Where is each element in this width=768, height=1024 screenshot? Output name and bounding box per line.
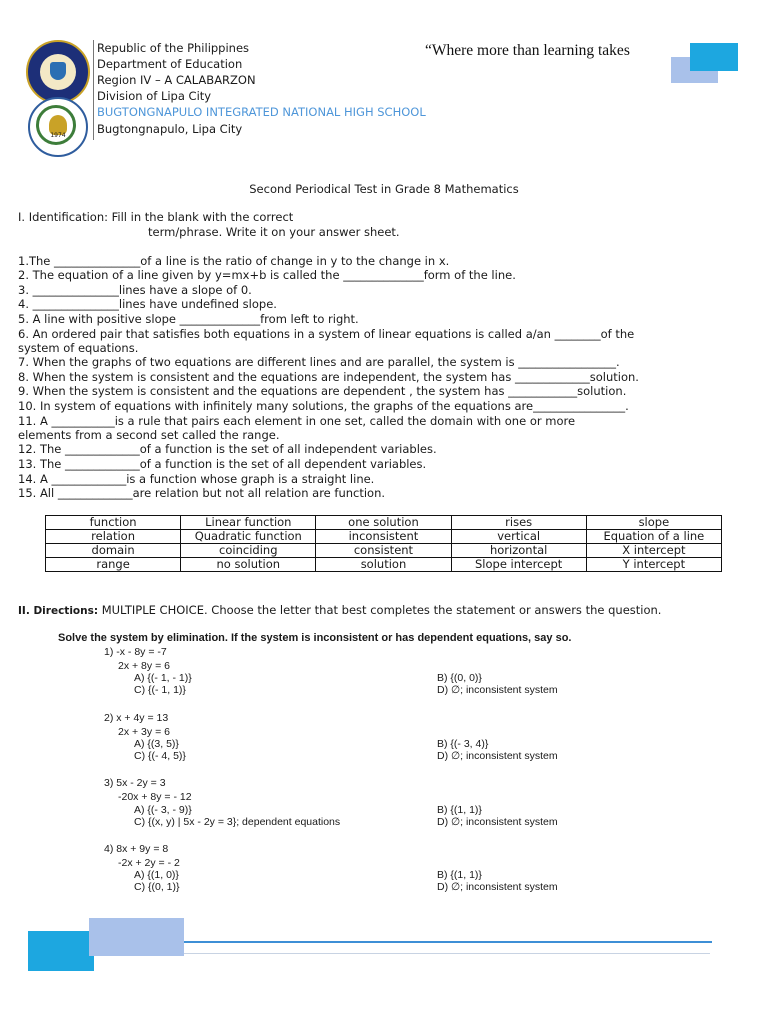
item-11-cont: elements from a second set called the range. xyxy=(18,428,280,442)
table-cell: no solution xyxy=(181,558,316,572)
table-row xyxy=(46,516,722,530)
q1-option-d: D) ∅; inconsistent system xyxy=(437,684,558,696)
header-department: Department of Education xyxy=(97,57,243,71)
q4-option-a: A) {(1, 0)} xyxy=(134,869,179,881)
part2-directions-text: MULTIPLE CHOICE. Choose the letter that best completes the statement or answers the question. xyxy=(98,603,662,617)
school-slogan: “Where more than learning takes xyxy=(425,42,630,59)
table-cell: relation xyxy=(46,530,181,544)
test-title: Second Periodical Test in Grade 8 Mathematics xyxy=(249,182,519,196)
school-seal-year: 1974 xyxy=(50,132,66,139)
item-7: 7. When the graphs of two equations are different lines and are parallel, the system is _________________. xyxy=(18,355,620,369)
table-cell: consistent xyxy=(316,544,451,558)
table-cell: Linear function xyxy=(181,516,316,530)
q4-option-c: C) {(0, 1)} xyxy=(134,881,180,893)
table-cell: inconsistent xyxy=(316,530,451,544)
footer-decor-lilac xyxy=(89,918,184,956)
item-2: 2. The equation of a line given by y=mx+b is called the ______________form of the line. xyxy=(18,268,516,282)
item-14: 14. A _____________is a function whose graph is a straight line. xyxy=(18,472,375,486)
item-9: 9. When the system is consistent and the equations are dependent , the system has ____________solution. xyxy=(18,384,627,398)
table-cell: Slope intercept xyxy=(451,558,586,572)
table-cell: X intercept xyxy=(586,544,721,558)
q4-option-d: D) ∅; inconsistent system xyxy=(437,881,558,893)
deped-seal xyxy=(26,40,90,104)
word-bank-table xyxy=(45,515,722,572)
table-cell: Equation of a line xyxy=(586,530,721,544)
q3-option-a: A) {(- 3, - 9)} xyxy=(134,804,192,816)
table-row xyxy=(46,558,722,572)
q1-option-a: A) {(- 1, - 1)} xyxy=(134,672,192,684)
header-divider xyxy=(93,40,94,140)
q4-equation-2: -2x + 2y = - 2 xyxy=(118,857,180,869)
q3-equation-2: -20x + 8y = - 12 xyxy=(118,791,192,803)
item-13: 13. The _____________of a function is the set of all dependent variables. xyxy=(18,457,427,471)
header-region: Region IV – A CALABARZON xyxy=(97,73,256,87)
part2-directions-label: II. Directions: xyxy=(18,605,99,617)
table-cell: range xyxy=(46,558,181,572)
item-1: 1.The _______________of a line is the ratio of change in y to the change in x. xyxy=(18,254,450,268)
footer-contact-strip xyxy=(150,953,710,954)
q1-option-b: B) {(0, 0)} xyxy=(437,672,482,684)
table-cell: slope xyxy=(586,516,721,530)
table-cell: rises xyxy=(451,516,586,530)
q1-option-c: C) {(- 1, 1)} xyxy=(134,684,186,696)
item-6: 6. An ordered pair that satisfies both equations in a system of linear equations is called a/an ________of the xyxy=(18,327,635,341)
table-cell: horizontal xyxy=(451,544,586,558)
table-cell: Quadratic function xyxy=(181,530,316,544)
item-10: 10. In system of equations with infinitely many solutions, the graphs of the equations are________________. xyxy=(18,399,629,413)
part1-instruction: I. Identification: Fill in the blank with the correct xyxy=(18,210,294,224)
q2-option-c: C) {(- 4, 5)} xyxy=(134,750,186,762)
table-cell: function xyxy=(46,516,181,530)
table-cell: coinciding xyxy=(181,544,316,558)
item-5: 5. A line with positive slope ______________from left to right. xyxy=(18,312,359,326)
table-cell: Y intercept xyxy=(586,558,721,572)
header-division: Division of Lipa City xyxy=(97,89,212,103)
item-6-cont: system of equations. xyxy=(18,341,139,355)
footer-decor-cyan xyxy=(28,931,94,971)
item-8: 8. When the system is consistent and the equations are independent, the system has _____________solution. xyxy=(18,370,639,384)
q3-option-b: B) {(1, 1)} xyxy=(437,804,482,816)
q1-equation-2: 2x + 8y = 6 xyxy=(118,660,170,672)
table-row xyxy=(46,530,722,544)
header-address: Bugtongnapulo, Lipa City xyxy=(97,122,243,136)
school-seal xyxy=(28,97,88,157)
q3-option-d: D) ∅; inconsistent system xyxy=(437,816,558,828)
item-4: 4. _______________lines have undefined slope. xyxy=(18,297,277,311)
q2-equation-1: 2) x + 4y = 13 xyxy=(104,712,169,724)
q1-equation-1: 1) -x - 8y = -7 xyxy=(104,646,167,658)
header-decor-cyan xyxy=(690,43,738,71)
q3-option-c: C) {(x, y) | 5x - 2y = 3}; dependent equations xyxy=(134,816,341,828)
q3-equation-1: 3) 5x - 2y = 3 xyxy=(104,777,166,789)
item-3: 3. _______________lines have a slope of 0. xyxy=(18,283,252,297)
table-cell: solution xyxy=(316,558,451,572)
item-12: 12. The _____________of a function is the set of all independent variables. xyxy=(18,442,437,456)
q2-option-a: A) {(3, 5)} xyxy=(134,738,179,750)
q4-option-b: B) {(1, 1)} xyxy=(437,869,482,881)
item-15: 15. All _____________are relation but not all relation are function. xyxy=(18,486,386,500)
header-republic: Republic of the Philippines xyxy=(97,41,250,55)
q2-equation-2: 2x + 3y = 6 xyxy=(118,726,170,738)
table-cell: vertical xyxy=(451,530,586,544)
table-cell: domain xyxy=(46,544,181,558)
q2-option-d: D) ∅; inconsistent system xyxy=(437,750,558,762)
header-school-name: BUGTONGNAPULO INTEGRATED NATIONAL HIGH SCHOOL xyxy=(97,105,426,119)
q2-option-b: B) {(- 3, 4)} xyxy=(437,738,489,750)
table-cell: one solution xyxy=(316,516,451,530)
q4-equation-1: 4) 8x + 9y = 8 xyxy=(104,843,169,855)
item-11: 11. A ___________is a rule that pairs each element in one set, called the domain with one or more xyxy=(18,414,576,428)
table-row xyxy=(46,544,722,558)
part2-directions xyxy=(18,603,678,619)
part2-instruction: Solve the system by elimination. If the system is inconsistent or has dependent equations, say so. xyxy=(58,632,572,644)
part1-instruction-cont: term/phrase. Write it on your answer sheet. xyxy=(148,225,400,239)
